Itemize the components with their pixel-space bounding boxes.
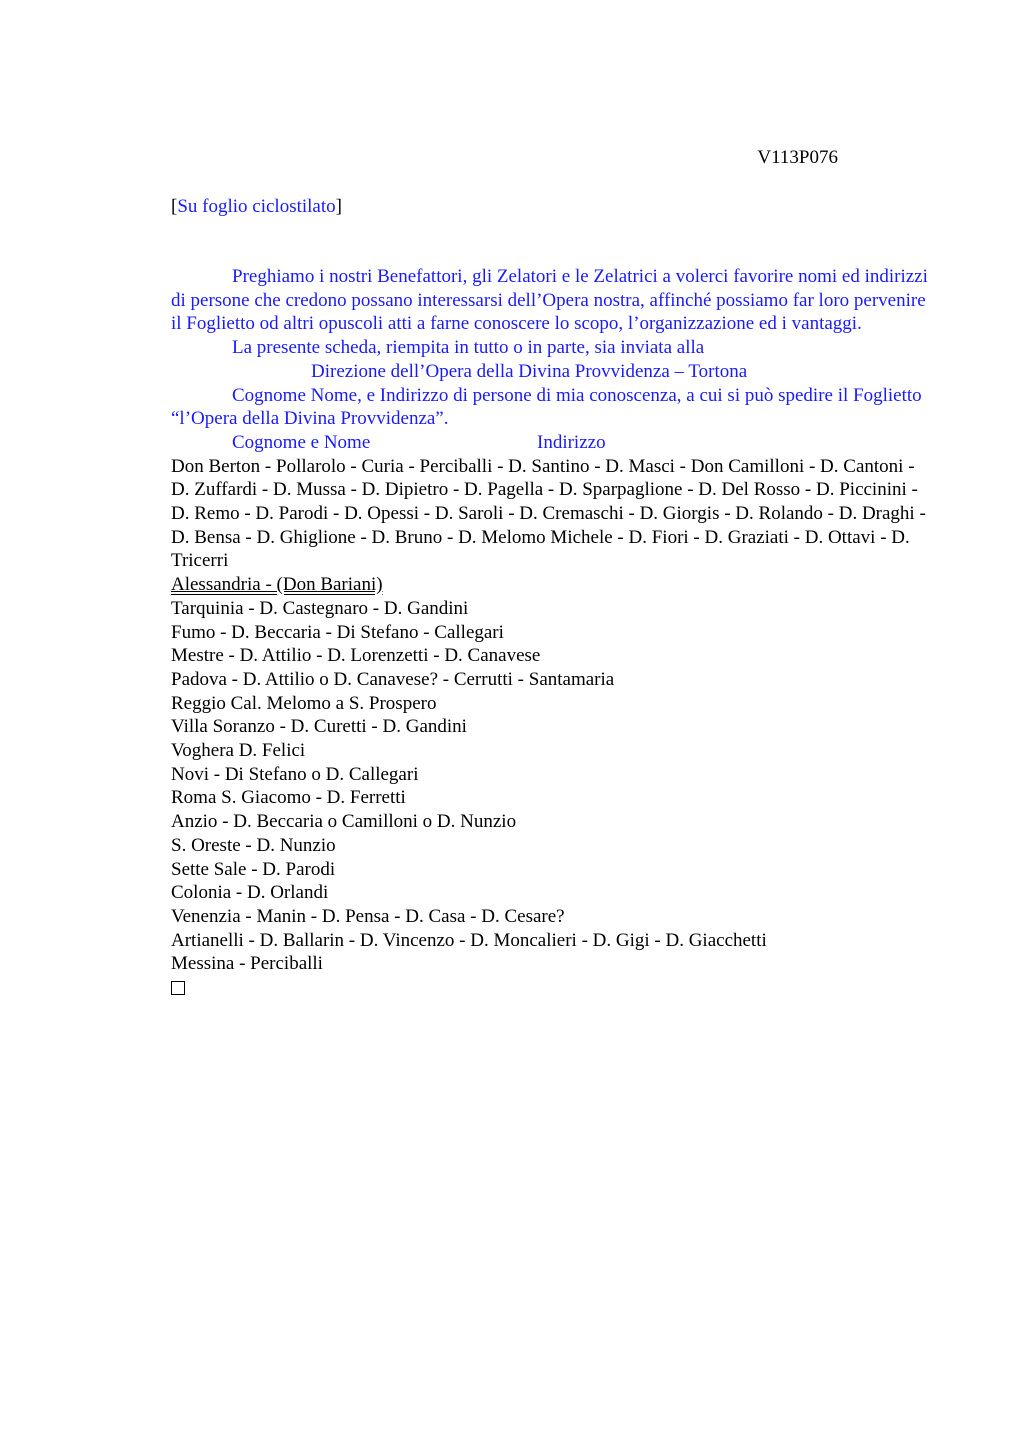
intro-paragraph-contacts: Cognome Nome, e Indirizzo di persone di mia conoscenza, a cui si può spedire il Foglietto “l’Opera della Divina Provvidenza”. bbox=[171, 384, 922, 430]
end-box-icon bbox=[171, 976, 931, 1002]
document-code: V113P076 bbox=[757, 147, 838, 168]
intro-paragraph-send: La presente scheda, riempita in tutto o in parte, sia inviata alla bbox=[232, 337, 705, 359]
source-note-text: Su foglio ciclostilato bbox=[177, 196, 336, 217]
location-line: Novi - Di Stefano o D. Callegari bbox=[171, 763, 419, 785]
direction-address: Direzione dell’Opera della Divina Provvidenza – Tortona bbox=[311, 360, 748, 382]
location-line: Tarquinia - D. Castegnaro - D. Gandini bbox=[171, 597, 469, 619]
source-note-close-bracket: ] bbox=[335, 196, 342, 217]
location-line: Padova - D. Attilio o D. Canavese? - Cerrutti - Santamaria bbox=[171, 668, 615, 690]
names-list: Don Berton - Pollarolo - Curia - Perciballi - D. Santino - D. Masci - Don Camilloni - D. Cantoni - D. Zuffardi - D. Mussa - D. Dipietro - D. Pagella - D. Sparpaglione - D. Del Rosso - D. Piccinini - D. Remo - D. Parodi - D. Opessi - D. Saroli - D. Cremaschi - D. Giorgis - D. Rolando - D. Draghi - D. Bensa - D. Ghiglione - D. Bruno - D. Melomo Michele - D. Fiori - D. Graziati - D. Ottavi - D. Tricerri bbox=[171, 455, 926, 572]
location-line: S. Oreste - D. Nunzio bbox=[171, 834, 336, 856]
location-line: Venenzia - Manin - D. Pensa - D. Casa - D. Cesare? bbox=[171, 905, 565, 927]
location-line: Colonia - D. Orlandi bbox=[171, 882, 329, 904]
alessandria-heading: Alessandria - (Don Bariani) bbox=[171, 574, 383, 596]
location-line: Messina - Perciballi bbox=[171, 953, 323, 975]
location-line: Reggio Cal. Melomo a S. Prospero bbox=[171, 692, 437, 714]
location-line: Anzio - D. Beccaria o Camilloni o D. Nunzio bbox=[171, 811, 517, 833]
source-note-open-bracket: [ bbox=[171, 196, 178, 217]
location-line: Villa Soranzo - D. Curetti - D. Gandini bbox=[171, 716, 467, 738]
column-header-address: Indirizzo bbox=[537, 431, 606, 453]
location-line: Voghera D. Felici bbox=[171, 740, 306, 762]
location-line: Roma S. Giacomo - D. Ferretti bbox=[171, 787, 406, 809]
location-line: Artianelli - D. Ballarin - D. Vincenzo - D. Moncalieri - D. Gigi - D. Giacchetti bbox=[171, 929, 767, 951]
location-line: Sette Sale - D. Parodi bbox=[171, 858, 336, 880]
underlined-heading bbox=[171, 573, 931, 597]
location-line: Fumo - D. Beccaria - Di Stefano - Callegari bbox=[171, 621, 504, 643]
column-header-name: Cognome e Nome bbox=[232, 431, 371, 453]
location-line: Mestre - D. Attilio - D. Lorenzetti - D. Canavese bbox=[171, 645, 541, 667]
document-body bbox=[171, 265, 931, 1002]
column-headers bbox=[171, 431, 931, 455]
source-note bbox=[171, 195, 342, 219]
intro-paragraph-request: Preghiamo i nostri Benefattori, gli Zelatori e le Zelatrici a volerci favorire nomi ed indirizzi di persone che credono possano interessarsi dell’Opera nostra, affinché possiamo far loro pervenire il Foglietto od altri opuscoli atti a farne conoscere lo scopo, l’organizzazione ed i vantaggi. bbox=[171, 266, 928, 335]
